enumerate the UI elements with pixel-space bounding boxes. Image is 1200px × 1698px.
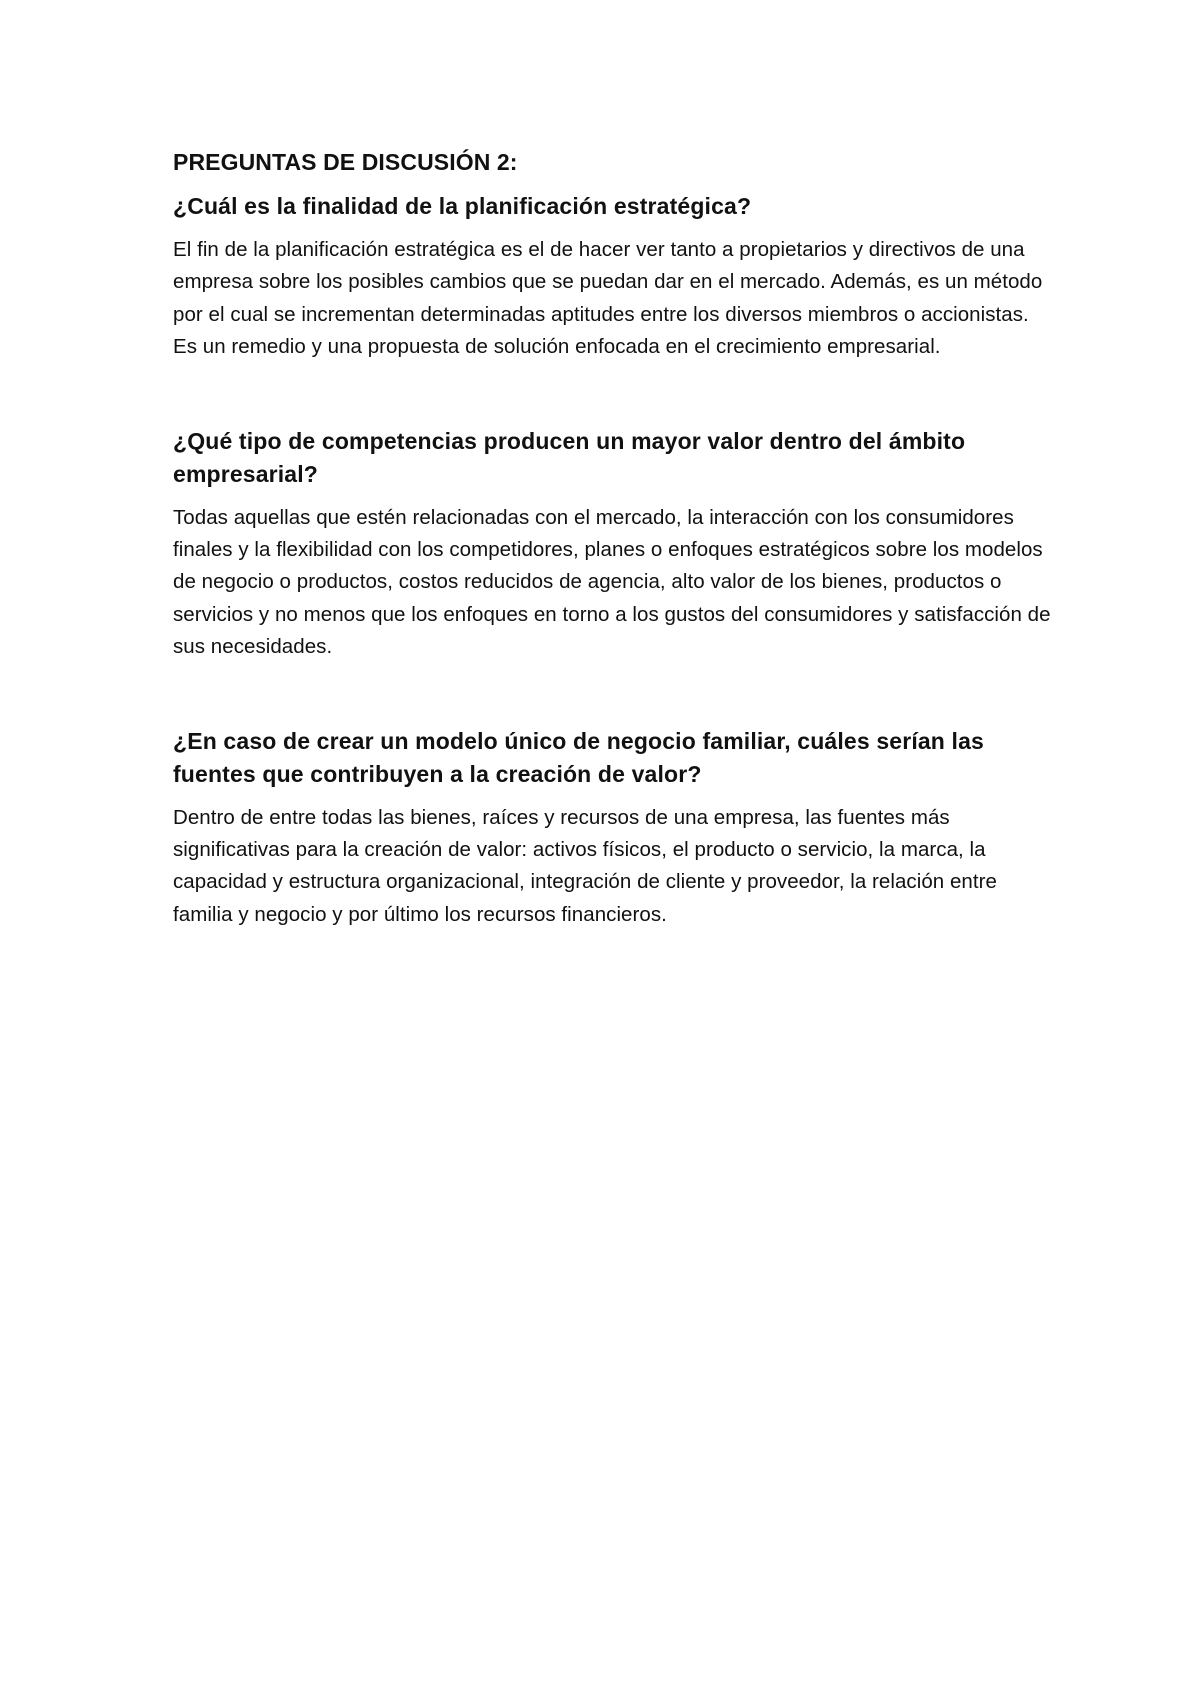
question-section-2: [173, 425, 1053, 664]
answer-paragraph: Todas aquellas que estén relacionadas con el mercado, la interacción con los consumidores finales y la flexibilidad con los competidores, planes o enfoques estratégicos sobre los modelos de negocio o productos, costos reducidos de agencia, alto valor de los bienes, productos o servicios y no menos que los enfoques en torno a los gustos del consumidores y satisfacción de sus necesidades.: [173, 505, 1051, 659]
document-content: [173, 146, 1053, 931]
question-section-3: [173, 725, 1053, 932]
document-title: PREGUNTAS DE DISCUSIÓN 2:: [173, 149, 518, 175]
answer-paragraph: Dentro de entre todas las bienes, raíces y recursos de una empresa, las fuentes más significativas para la creación de valor: activos físicos, el producto o servicio, la marca, la capacidad y estructura organizacional, integración de cliente y proveedor, la relación entre familia y negocio y por último los recursos financieros.: [173, 805, 997, 926]
question-heading: ¿Qué tipo de competencias producen un mayor valor dentro del ámbito empresarial?: [173, 427, 966, 487]
answer-paragraph: El fin de la planificación estratégica es el de hacer ver tanto a propietarios y directivos de una empresa sobre los posibles cambios que se puedan dar en el mercado. Además, es un método por el cual se incrementan determinadas aptitudes entre los diversos miembros o accionistas. Es un remedio y una propuesta de solución enfocada en el crecimiento empresarial.: [173, 238, 1043, 359]
question-heading: ¿Cuál es la finalidad de la planificación estratégica?: [173, 193, 752, 219]
question-heading: ¿En caso de crear un modelo único de negocio familiar, cuáles serían las fuentes que contribuyen a la creación de valor?: [173, 727, 984, 787]
question-section-1: [173, 190, 1053, 364]
